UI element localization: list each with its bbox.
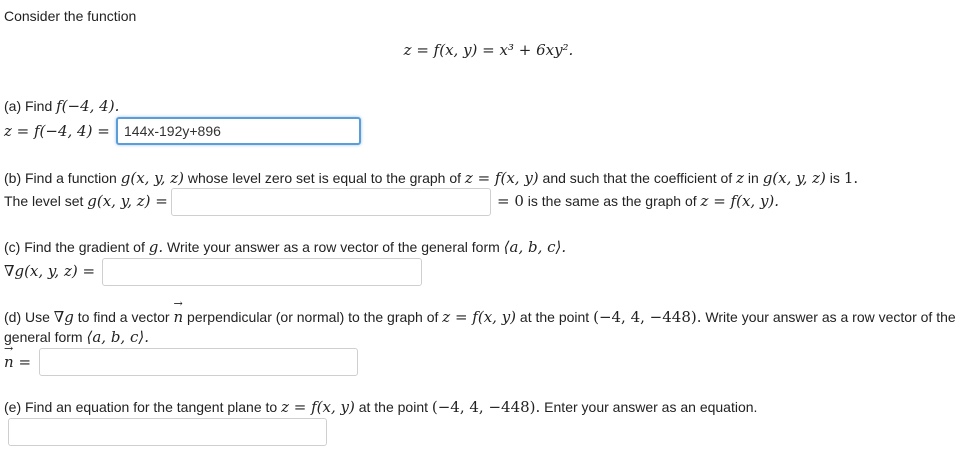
part-b-suffix: = 0 is the same as the graph of z = f(x, y). <box>497 192 780 210</box>
part-c-answer-input[interactable] <box>102 258 422 286</box>
part-c-prompt: (c) Find the gradient of g. Write your answer as a row vector of the general form ⟨a, b, c⟩. <box>4 238 567 256</box>
part-b-level-set-label: The level set g(x, y, z) = <box>4 192 168 210</box>
part-e-answer-input[interactable] <box>8 418 327 446</box>
part-c-answer-label: ∇g(x, y, z) = <box>4 262 96 280</box>
main-equation: z = f(x, y) = x³ + 6xy². <box>403 41 574 59</box>
part-a-answer-label: z = f(−4, 4) = <box>4 122 110 140</box>
part-d-answer-input[interactable] <box>39 348 358 376</box>
part-e-prompt: (e) Find an equation for the tangent plane to z = f(x, y) at the point (−4, 4, −448). Enter your answer as an equation. <box>4 398 758 416</box>
part-d-prompt-line2: general form ⟨a, b, c⟩. <box>4 328 149 346</box>
part-a-prompt: (a) Find f(−4, 4). <box>4 97 120 115</box>
part-b-answer-input[interactable] <box>171 188 491 216</box>
intro-text: Consider the function <box>4 8 137 24</box>
part-b-prompt: (b) Find a function g(x, y, z) whose level zero set is equal to the graph of z = f(x, y) and such that the coefficient of z in g(x, y, z) is 1. <box>4 169 859 187</box>
part-a-answer-input[interactable] <box>116 117 361 145</box>
part-d-prompt-line1: (d) Use ∇g to find a vector → n perpendicular (or normal) to the graph of z = f(x, y) at the point (−4, 4, −448). Write your answer as a row vector of the <box>4 308 956 326</box>
part-d-answer-label: → n = <box>4 353 31 371</box>
